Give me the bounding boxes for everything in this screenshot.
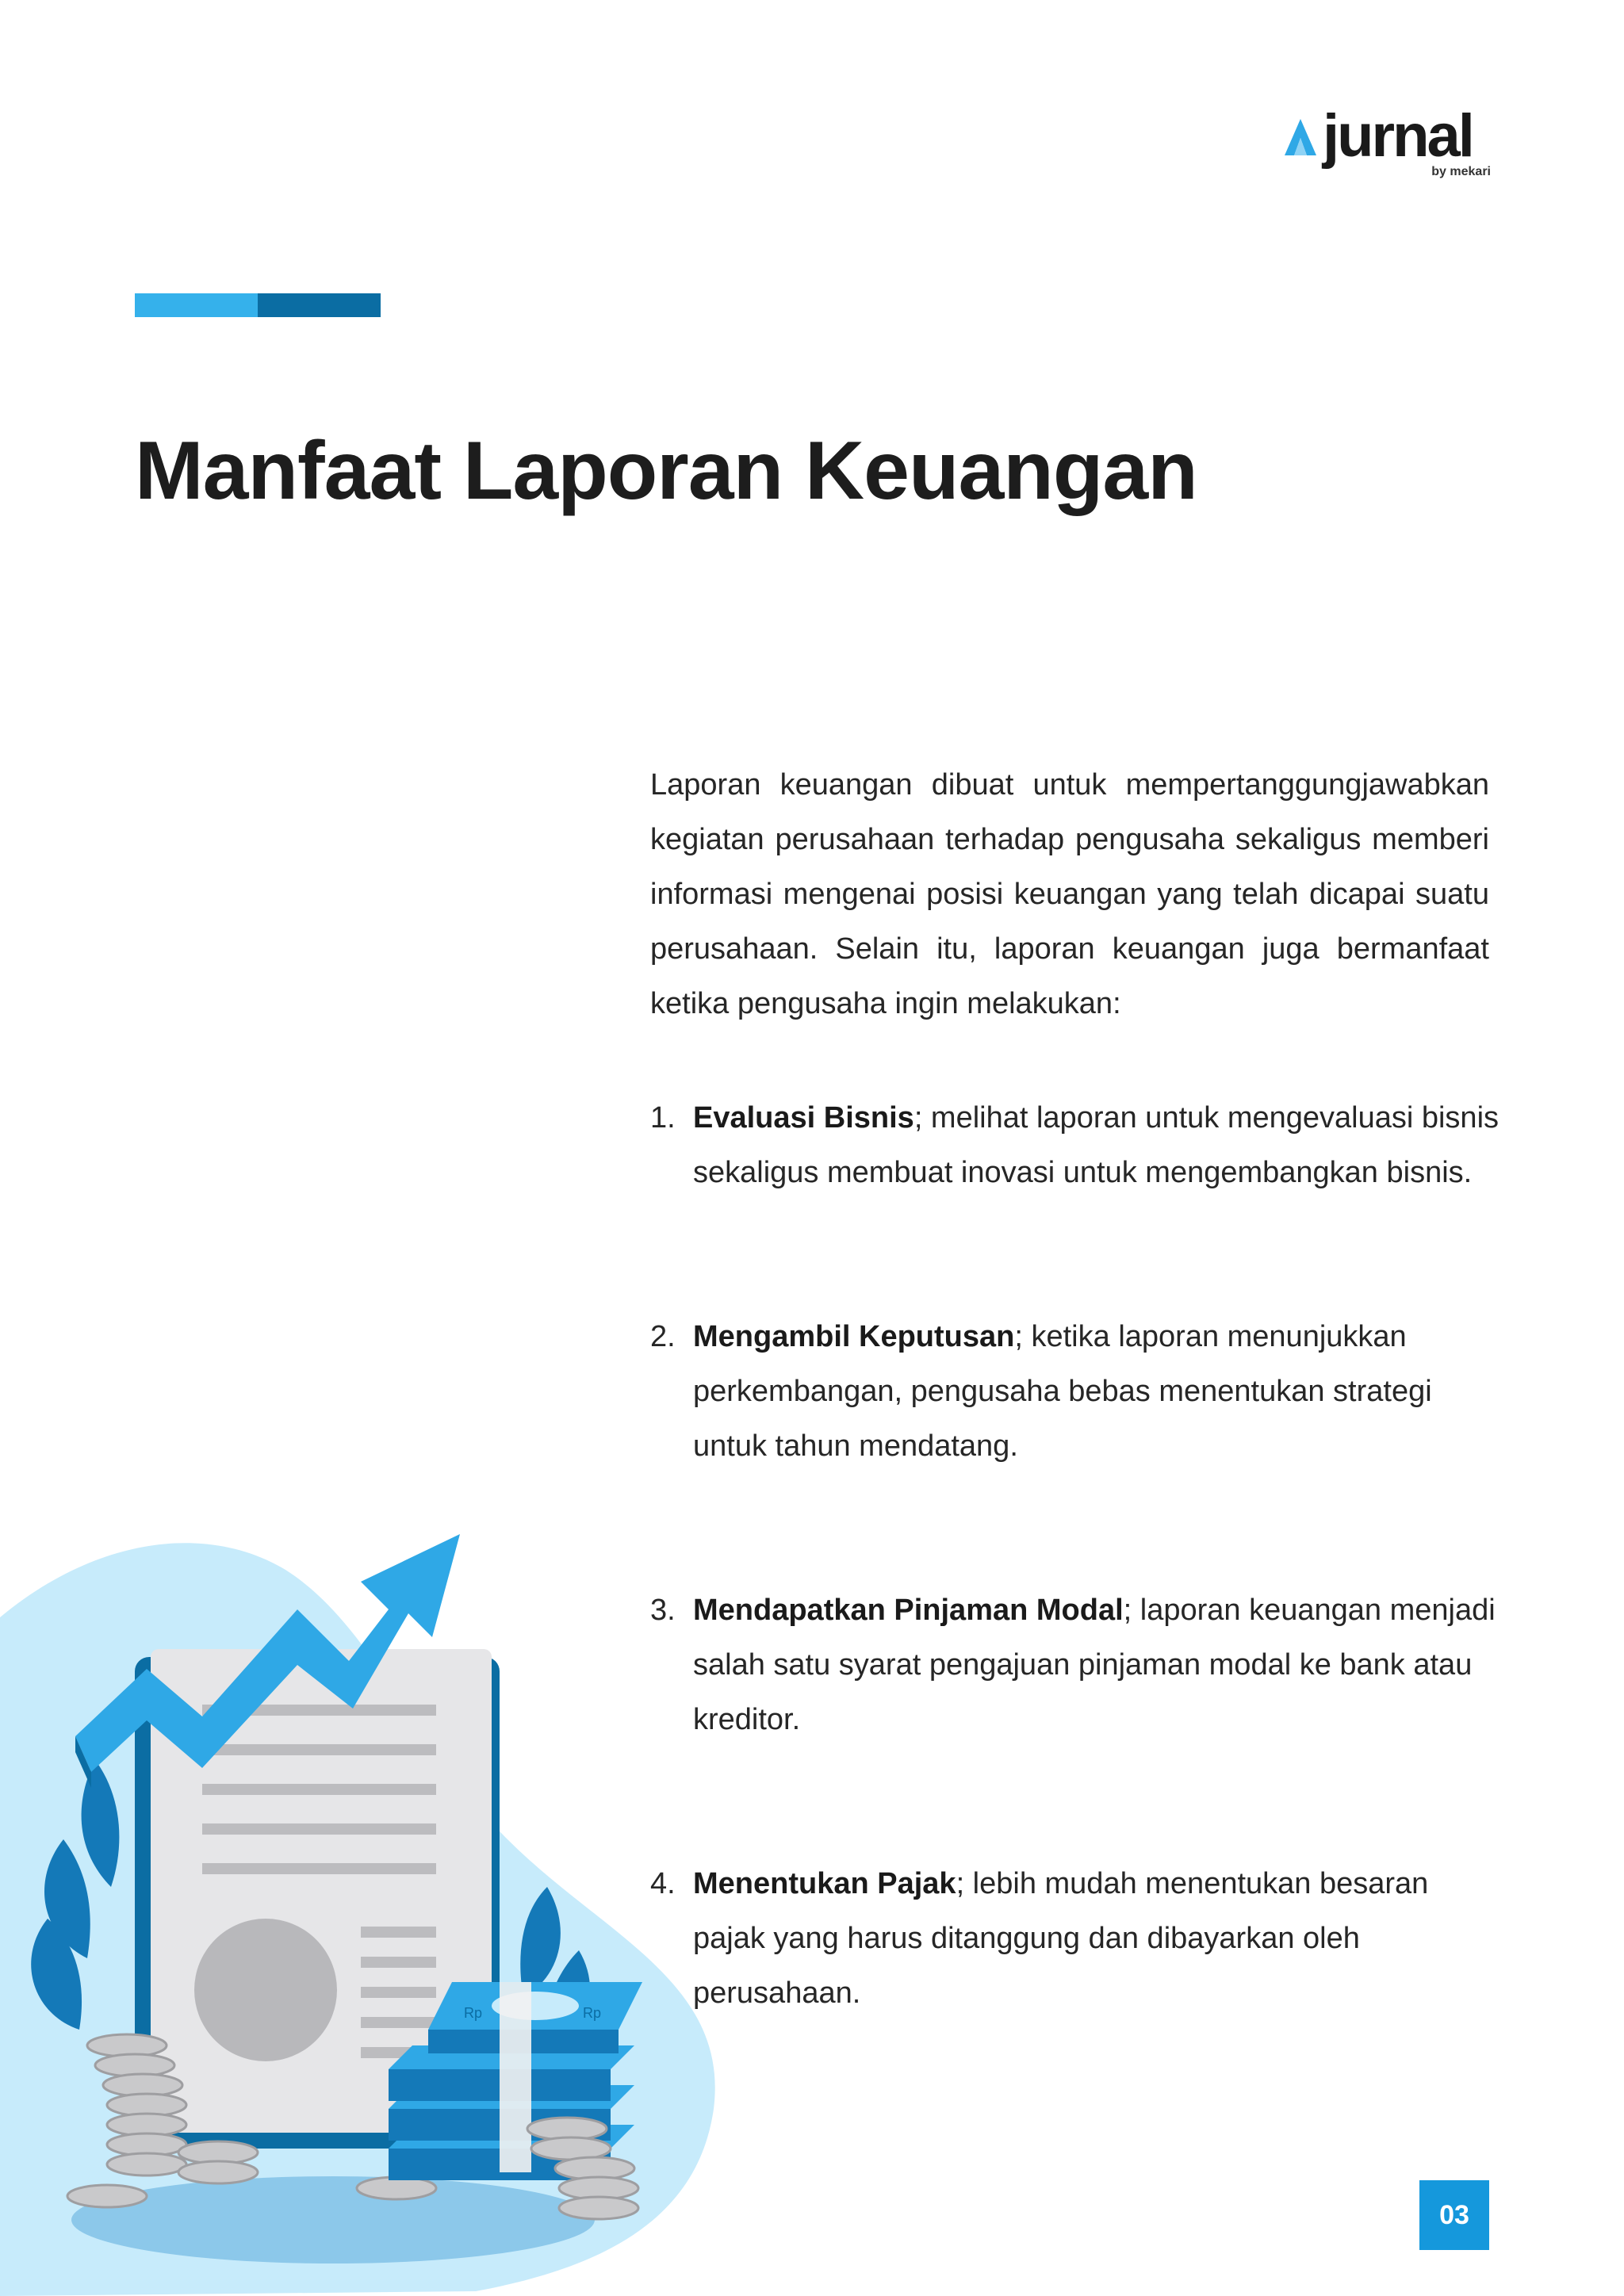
logo-tagline: by mekari <box>1431 165 1491 178</box>
banknote-label: Rp <box>464 2005 483 2021</box>
item-number: 4. <box>650 1867 676 1900</box>
item-term: Menentukan Pajak <box>693 1867 956 1900</box>
benefit-list <box>650 1091 1507 2130</box>
item-term: Mendapatkan Pinjaman Modal <box>693 1594 1124 1627</box>
item-term: Evaluasi Bisnis <box>693 1101 914 1135</box>
item-number: 2. <box>650 1320 676 1353</box>
list-item <box>650 1091 1507 1200</box>
item-desc: ; lebih mudah menentukan besaran pajak yang harus ditanggung dan dibayarkan oleh perusahaan. <box>693 1867 1429 2010</box>
jurnal-logo <box>1285 102 1491 182</box>
list-item <box>650 1310 1507 1474</box>
item-number: 3. <box>650 1594 676 1627</box>
list-item <box>650 1583 1507 1747</box>
logo-wordmark: jurnal <box>1323 102 1473 170</box>
list-item <box>650 1857 1507 2021</box>
item-desc: ; ketika laporan menunjukkan perkembangan, pengusaha bebas menentukan strategi untuk tahun mendatang. <box>693 1320 1432 1463</box>
item-number: 1. <box>650 1101 676 1135</box>
intro-paragraph: Laporan keuangan dibuat untuk mempertanggungjawabkan kegiatan perusahaan terhadap pengusaha sekaligus memberi informasi mengenai posisi keuangan yang telah dicapai suatu perusahaan. Selain itu, laporan keuangan juga bermanfaat ketika pengusaha ingin melakukan: <box>650 768 1489 1020</box>
financial-report-illustration <box>0 1506 730 2296</box>
item-desc: ; melihat laporan untuk mengevaluasi bisnis sekaligus membuat inovasi untuk mengembangkan bisnis. <box>693 1101 1500 1189</box>
item-term: Mengambil Keputusan <box>693 1320 1015 1353</box>
banknote-label: Rp <box>583 2005 602 2021</box>
page-number: 03 <box>1419 2180 1489 2250</box>
logo-mark-icon <box>1285 119 1316 155</box>
page-title: Manfaat Laporan Keuangan <box>135 425 1197 517</box>
accent-bar <box>135 293 381 317</box>
item-desc: ; laporan keuangan menjadi salah satu syarat pengajuan pinjaman modal ke bank atau kreditor. <box>693 1594 1496 1736</box>
